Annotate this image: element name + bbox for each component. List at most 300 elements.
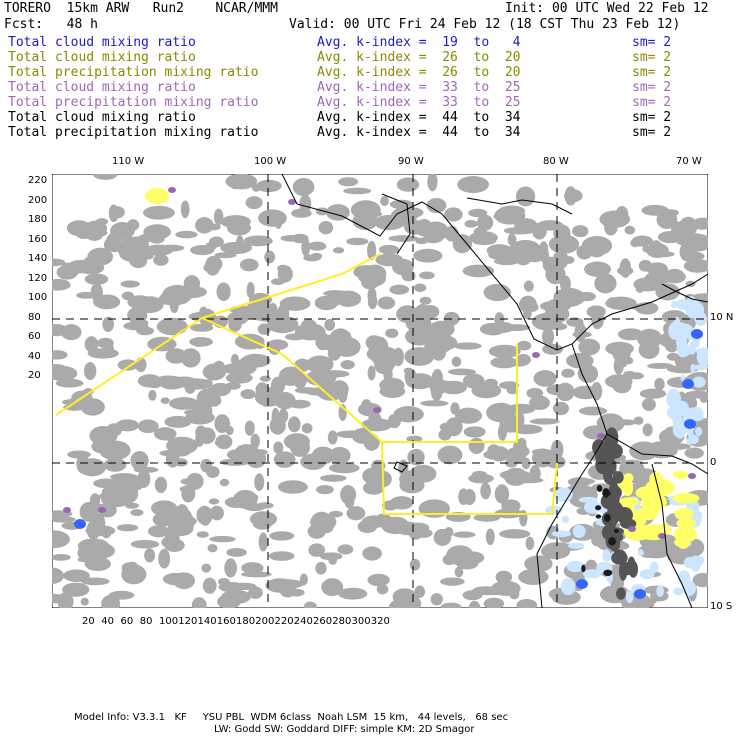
cloud-cell (364, 276, 380, 283)
cloud-cell (410, 559, 421, 571)
dark-cell (616, 588, 626, 600)
light-blue-cell (602, 549, 610, 561)
y-tick-label: 200 (28, 194, 48, 206)
cloud-cell (654, 378, 664, 391)
cloud-cell (576, 245, 592, 260)
cloud-cell (431, 593, 443, 605)
cloud-cell (175, 231, 197, 238)
yellow-cell (674, 508, 693, 520)
cloud-cell (519, 296, 537, 314)
init-time: Init: 00 UTC Wed 22 Feb 12 (505, 1, 709, 16)
cloud-cell (67, 450, 91, 458)
cloud-cell (195, 425, 206, 439)
lon-label: 110 W (112, 156, 145, 167)
cloud-cell (456, 558, 478, 570)
cloud-cell (56, 283, 70, 289)
cloud-cell (419, 272, 435, 280)
cloud-cell (77, 543, 103, 562)
cloud-cell (370, 413, 382, 431)
cloud-cell (271, 278, 285, 285)
y-tick-label: 20 (28, 370, 41, 381)
cloud-cell (258, 209, 287, 226)
cloud-cell (379, 245, 399, 254)
cloud-cell (203, 578, 217, 594)
y-tick-label: 160 (28, 233, 48, 245)
legend-sm: sm= 2 (632, 110, 672, 125)
cloud-cell (280, 296, 311, 310)
cloud-cell (509, 589, 519, 599)
lat-label: 0 (710, 457, 717, 468)
cloud-cell (157, 318, 188, 336)
x-tick-label: 240 (293, 616, 313, 627)
cloud-cell (393, 406, 423, 422)
light-blue-cell (673, 588, 683, 596)
x-tick-label: 60 (120, 616, 134, 627)
light-blue-cell (676, 341, 689, 358)
cloud-cell (246, 196, 263, 209)
black-cell (597, 485, 603, 492)
cloud-cell (116, 419, 139, 431)
cloud-cell (616, 206, 629, 223)
cloud-cell (532, 313, 562, 331)
cloud-cell (206, 466, 220, 478)
cloud-cell (161, 397, 170, 404)
legend-avg: Avg. k-index = 33 to 25 (317, 95, 521, 110)
light-blue-cell (673, 317, 681, 335)
legend-name: Total precipitation mixing ratio (8, 65, 259, 80)
cloud-cell (338, 177, 358, 186)
cloud-cell (472, 471, 488, 479)
cloud-cell (623, 371, 636, 377)
legend-name: Total precipitation mixing ratio (8, 125, 259, 140)
cloud-cell (469, 438, 485, 454)
cloud-cell (634, 598, 657, 605)
cloud-cell (667, 353, 679, 361)
yellow-cell (638, 505, 658, 520)
cloud-cell (272, 408, 280, 427)
cloud-cell (173, 513, 195, 530)
cloud-cell (280, 235, 302, 242)
cloud-cell (329, 463, 360, 473)
cloud-cell (321, 578, 343, 596)
black-cell (596, 514, 602, 518)
dark-cell (608, 487, 619, 507)
cloud-cell (410, 465, 437, 483)
light-blue-cell (573, 525, 586, 538)
cloud-cell (206, 394, 221, 407)
cloud-cell (380, 196, 389, 206)
purple-cell (63, 507, 71, 513)
cloud-cell (578, 339, 600, 356)
cloud-cell (524, 281, 534, 292)
cloud-cell (308, 242, 326, 251)
cloud-cell (530, 418, 560, 424)
cloud-cell (247, 282, 255, 299)
legend-avg: Avg. k-index = 33 to 25 (317, 80, 521, 95)
cloud-cell (486, 528, 495, 545)
cloud-cell (306, 356, 333, 373)
legend-sm: sm= 2 (632, 50, 672, 65)
cloud-cell (329, 447, 351, 464)
cloud-cell (81, 598, 89, 606)
cloud-cell (131, 540, 159, 549)
cloud-cell (80, 502, 99, 522)
cloud-cell (143, 206, 175, 220)
x-tick-label: 80 (139, 616, 153, 627)
cloud-cell (440, 577, 465, 585)
cloud-cell (440, 423, 453, 431)
model-info-line2: LW: Godd SW: Goddard DIFF: simple KM: 2D Smagor (214, 724, 475, 735)
y-tick-label: 140 (28, 253, 48, 264)
cloud-cell (272, 579, 303, 588)
yellow-cell (673, 493, 700, 504)
cloud-cell (149, 234, 165, 243)
cloud-cell (666, 269, 684, 279)
cloud-cell (356, 209, 371, 225)
yellow-cell (145, 188, 169, 204)
cloud-cell (116, 441, 124, 448)
cloud-cell (343, 188, 371, 195)
cloud-cell (93, 294, 120, 309)
cloud-cell (236, 235, 244, 252)
light-blue-cell (579, 497, 599, 503)
x-tick-label: 180 (236, 616, 256, 627)
cloud-cell (81, 398, 105, 415)
cloud-cell (390, 496, 414, 509)
cloud-cell (564, 189, 582, 202)
cloud-cell (160, 503, 172, 521)
yellow-cell (676, 518, 696, 528)
cloud-cell (494, 312, 504, 327)
cloud-cell (216, 282, 230, 301)
cloud-cell (85, 274, 109, 285)
cloud-cell (537, 220, 563, 231)
cloud-cell (517, 438, 526, 447)
legend-name: Total cloud mixing ratio (8, 80, 196, 95)
cloud-cell (293, 178, 315, 196)
cloud-cell (346, 238, 368, 245)
cloud-cell (301, 238, 310, 256)
cloud-cell (269, 531, 294, 540)
cloud-cell (269, 551, 295, 561)
cloud-cell (320, 335, 341, 351)
cloud-cell (409, 527, 423, 540)
cloud-cell (80, 229, 108, 238)
x-tick-label: 220 (274, 616, 294, 627)
cloud-cell (118, 359, 138, 370)
cloud-cell (96, 218, 108, 225)
cloud-cell (109, 591, 135, 600)
light-blue-cell (552, 530, 571, 537)
light-blue-cell (562, 516, 569, 523)
cloud-cell (302, 423, 313, 433)
cloud-cell (378, 297, 396, 310)
cloud-cell (465, 220, 478, 228)
x-tick-label: 120 (178, 616, 198, 627)
cloud-cell (260, 376, 271, 382)
legend-sm: sm= 2 (632, 65, 672, 80)
cloud-cell (56, 379, 84, 388)
black-cell (581, 565, 585, 572)
cloud-cell (201, 563, 211, 572)
cloud-cell (240, 258, 259, 271)
cloud-cell (458, 488, 469, 505)
cloud-cell (285, 333, 305, 340)
cloud-cell (226, 372, 253, 383)
blue-cell (691, 329, 703, 339)
blue-cell (576, 579, 588, 589)
y-tick-label: 80 (28, 311, 41, 323)
cloud-cell (405, 373, 434, 389)
cloud-cell (164, 430, 173, 441)
cloud-cell (109, 204, 119, 222)
cloud-cell (319, 221, 334, 234)
cloud-cell (84, 362, 96, 380)
cloud-cell (545, 542, 570, 550)
lon-label: 90 W (398, 156, 424, 167)
cloud-cell (363, 481, 384, 495)
cloud-cell (254, 473, 264, 491)
black-cell (602, 488, 609, 498)
cloud-cell (189, 337, 213, 347)
yellow-cell (673, 471, 689, 479)
cloud-cell (643, 423, 653, 436)
cloud-cell (584, 262, 611, 277)
cloud-cell (214, 414, 230, 433)
x-tick-label: 160 (216, 616, 236, 627)
cloud-cell (463, 590, 483, 600)
cloud-cell (504, 227, 536, 234)
cloud-cell (468, 209, 487, 218)
cloud-cell (62, 583, 89, 597)
cloud-cell (203, 363, 226, 380)
blue-cell (634, 589, 646, 599)
legend-name: Total cloud mixing ratio (8, 35, 196, 50)
light-blue-cell (656, 585, 664, 597)
cloud-cell (256, 502, 273, 508)
cloud-cell (587, 305, 606, 318)
cloud-cell (274, 451, 296, 468)
cloud-cell (153, 254, 168, 266)
cloud-cell (577, 292, 596, 301)
cloud-cell (534, 370, 557, 387)
cloud-cell (224, 558, 237, 577)
yellow-cell (622, 480, 633, 496)
cloud-cell (175, 458, 188, 466)
cloud-cell (658, 231, 683, 243)
legend-sm: sm= 2 (632, 80, 672, 95)
cloud-cell (379, 378, 404, 393)
dark-cell (624, 562, 633, 575)
cloud-cell (499, 529, 530, 538)
dark-cell (611, 551, 628, 565)
cloud-cell (227, 449, 248, 460)
cloud-cell (319, 517, 334, 533)
cloud-cell (316, 485, 334, 494)
cloud-cell (453, 234, 473, 253)
cloud-cell (207, 544, 217, 552)
cloud-cell (311, 253, 323, 259)
cloud-cell (317, 381, 340, 400)
cloud-cell (195, 217, 214, 233)
x-tick-label: 280 (332, 616, 352, 627)
cloud-cell (184, 275, 200, 292)
cloud-cell (489, 345, 521, 358)
light-blue-cell (666, 389, 681, 409)
cloud-cell (662, 443, 691, 450)
cloud-cell (138, 374, 162, 387)
cloud-cell (240, 389, 255, 399)
legend-avg: Avg. k-index = 19 to 4 (317, 35, 521, 50)
legend-avg: Avg. k-index = 44 to 34 (317, 110, 521, 125)
cloud-cell (205, 256, 220, 276)
cloud-cell (415, 238, 428, 244)
cloud-cell (397, 178, 420, 192)
cloud-cell (85, 336, 99, 352)
cloud-cell (487, 444, 500, 457)
cloud-cell (197, 531, 209, 538)
legend-sm: sm= 2 (632, 95, 672, 110)
valid-time: Valid: 00 UTC Fri 24 Feb 12 (18 CST Thu 23 Feb 12) (289, 17, 681, 32)
cloud-cell (255, 382, 268, 397)
legend-name: Total precipitation mixing ratio (8, 95, 259, 110)
light-blue-cell (626, 590, 634, 603)
cloud-cell (209, 536, 235, 543)
yellow-cell (619, 497, 639, 506)
cloud-cell (341, 360, 355, 369)
cloud-cell (288, 400, 310, 409)
black-cell (595, 505, 601, 510)
cloud-cell (553, 402, 569, 415)
cloud-cell (368, 366, 376, 381)
cloud-cell (119, 237, 149, 257)
cloud-cell (553, 250, 569, 269)
cloud-cell (516, 354, 531, 365)
cloud-cell (284, 433, 310, 450)
purple-cell (98, 507, 106, 513)
cloud-cell (639, 341, 660, 359)
lat-label: 10 N (710, 312, 734, 323)
cloud-cell (86, 525, 116, 536)
blue-cell (682, 379, 694, 389)
black-cell (608, 537, 616, 545)
y-tick-label: 120 (28, 272, 48, 284)
cloud-cell (155, 477, 167, 493)
cloud-cell (236, 357, 257, 374)
cloud-cell (161, 537, 175, 548)
cloud-cell (158, 549, 170, 569)
cloud-cell (647, 363, 674, 369)
cloud-cell (452, 356, 462, 366)
model-info-line1: Model Info: V3.3.1 KF YSU PBL WDM 6class Noah LSM 15 km, 44 levels, 68 sec (74, 712, 509, 723)
purple-cell (373, 407, 381, 413)
lon-label: 100 W (254, 156, 287, 167)
cloud-cell (125, 562, 140, 580)
legend-avg: Avg. k-index = 44 to 34 (317, 125, 521, 140)
cloud-cell (148, 525, 169, 537)
forecast-map (52, 174, 708, 608)
cloud-cell (277, 265, 289, 272)
cloud-cell (572, 225, 588, 237)
cloud-cell (245, 420, 255, 435)
cloud-cell (215, 435, 232, 450)
cloud-cell (540, 301, 571, 312)
cloud-cell (101, 493, 130, 507)
cloud-cell (358, 520, 378, 533)
cloud-cell (414, 304, 430, 323)
purple-cell (597, 433, 605, 439)
cloud-cell (404, 368, 413, 374)
legend-sm: sm= 2 (632, 35, 672, 50)
cloud-cell (181, 348, 201, 367)
cloud-cell (388, 235, 418, 242)
cloud-cell (385, 329, 398, 338)
x-tick-label: 200 (255, 616, 275, 627)
cloud-cell (579, 407, 607, 416)
cloud-cell (252, 184, 261, 191)
cloud-cell (97, 338, 114, 349)
cloud-cell (625, 226, 636, 235)
light-blue-cell (671, 301, 677, 309)
light-blue-cell (692, 376, 705, 387)
cloud-cell (250, 511, 277, 527)
cloud-cell (199, 307, 207, 317)
cloud-cell (613, 379, 632, 394)
cloud-cell (69, 260, 93, 270)
y-tick-label: 100 (28, 292, 48, 303)
cloud-cell (518, 569, 548, 585)
cloud-cell (136, 327, 154, 336)
cloud-cell (271, 377, 285, 395)
cloud-cell (315, 562, 326, 575)
model-title: TORERO 15km ARW Run2 NCAR/MMM (4, 1, 278, 16)
cloud-cell (499, 205, 526, 216)
cloud-cell (414, 283, 426, 291)
cloud-cell (604, 219, 617, 236)
cloud-cell (233, 490, 258, 509)
cloud-cell (501, 246, 530, 261)
lon-label: 70 W (676, 156, 702, 167)
cloud-cell (632, 236, 653, 247)
cloud-cell (642, 398, 656, 411)
light-blue-cell (698, 556, 704, 565)
x-tick-label: 300 (351, 616, 371, 627)
cloud-cell (136, 296, 163, 313)
cloud-cell (333, 247, 344, 253)
cloud-cell (323, 295, 343, 306)
cloud-cell (404, 220, 427, 235)
cloud-cell (278, 480, 308, 494)
cloud-cell (264, 251, 275, 264)
light-blue-cell (684, 557, 696, 569)
cloud-cell (607, 297, 617, 306)
cloud-cell (367, 574, 389, 587)
cloud-cell (685, 448, 704, 459)
cloud-cell (605, 342, 634, 356)
cloud-cell (320, 475, 346, 482)
cloud-cell (131, 482, 143, 490)
x-tick-label: 140 (197, 616, 217, 627)
cloud-cell (362, 546, 382, 560)
cloud-cell (526, 537, 535, 551)
light-blue-cell (693, 364, 708, 370)
x-tick-label: 20 (82, 616, 95, 627)
cloud-cell (252, 449, 268, 455)
light-blue-cell (673, 422, 682, 437)
x-tick-label: 260 (313, 616, 333, 627)
cloud-cell (81, 577, 110, 585)
black-cell (603, 570, 612, 576)
